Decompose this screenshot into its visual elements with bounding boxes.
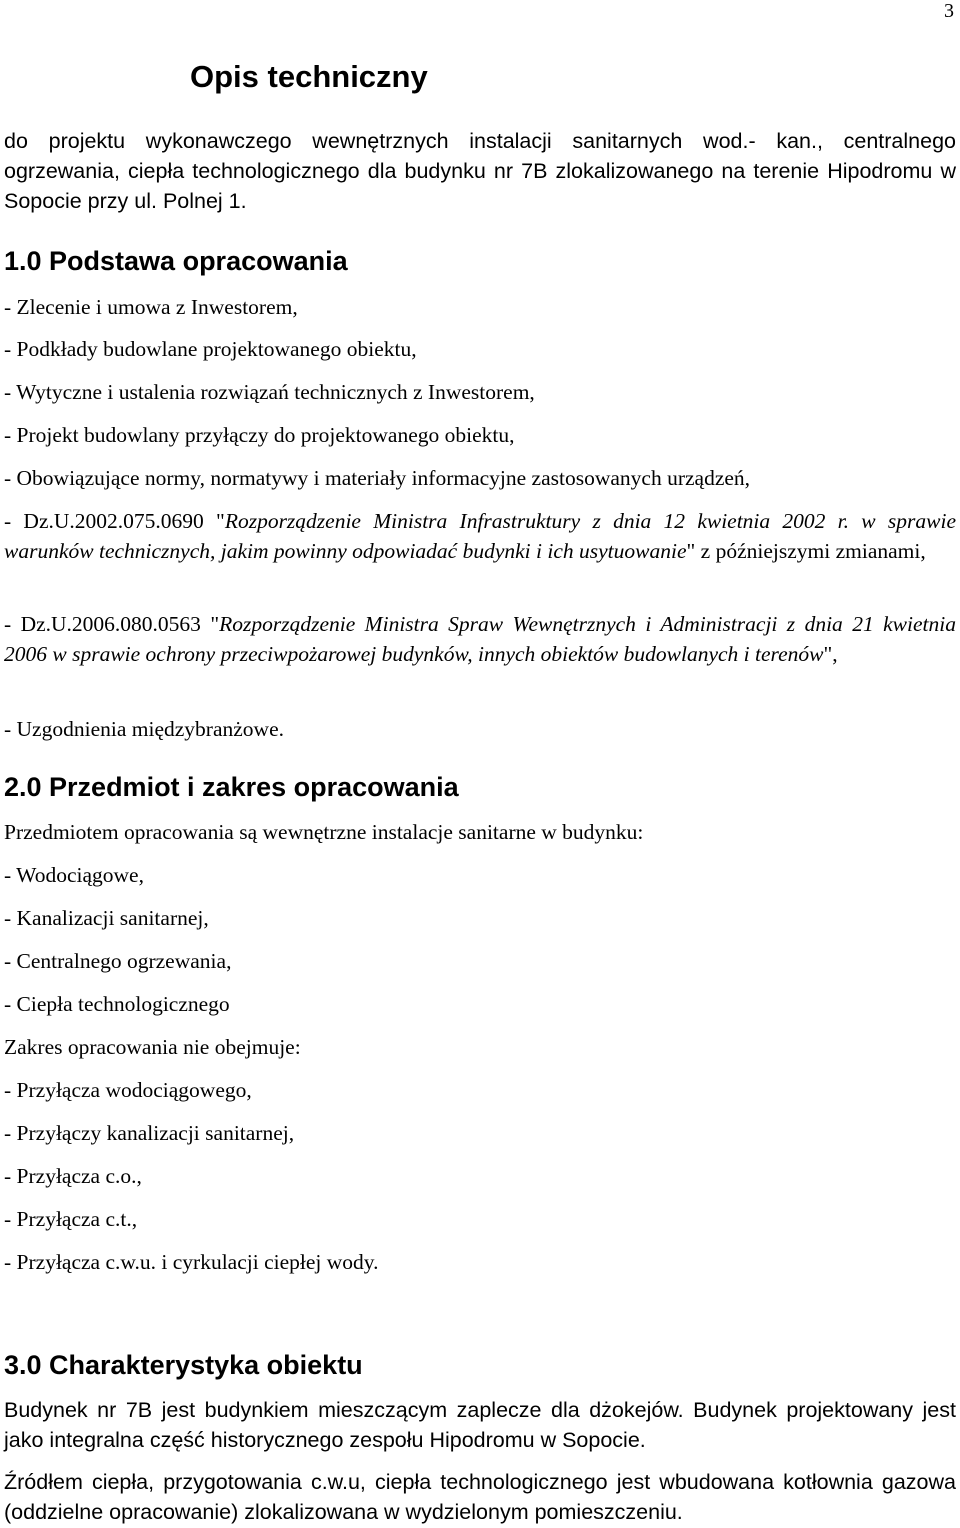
- subject-item: - Ciepła technologicznego: [4, 992, 230, 1016]
- regulation-dz-u-2006: [4, 609, 956, 669]
- scope-item: - Przyłącza c.w.u. i cyrkulacji ciepłej wody.: [4, 1250, 379, 1274]
- document-title: Opis techniczny: [190, 59, 428, 94]
- subject-item: - Kanalizacji sanitarnej,: [4, 906, 209, 930]
- scope-item: - Przyłącza c.t.,: [4, 1207, 138, 1231]
- subject-item: - Centralnego ogrzewania,: [4, 949, 232, 973]
- section-3-heading: 3.0 Charakterystyka obiektu: [4, 1350, 363, 1380]
- basis-item: - Zlecenie i umowa z Inwestorem,: [4, 295, 298, 319]
- regulation-prefix: - Dz.U.2002.075.0690 ": [4, 509, 225, 533]
- regulation-title: Rozporządzenie Ministra Spraw Wewnętrznych i Administracji z dnia 21 kwietnia 2006 w sprawie ochrony przeciwpożarowej budynków, innych obiektów budowlanych i terenów: [4, 612, 956, 666]
- basis-item: - Podkłady budowlane projektowanego obiektu,: [4, 337, 417, 361]
- basis-item: - Obowiązujące normy, normatywy i materiały informacyjne zastosowanych urządzeń,: [4, 466, 751, 490]
- basis-item: - Projekt budowlany przyłączy do projektowanego obiektu,: [4, 423, 515, 447]
- regulation-prefix: - Dz.U.2006.080.0563 ": [4, 612, 220, 636]
- scope-intro: Zakres opracowania nie obejmuje:: [4, 1035, 301, 1059]
- basis-item: - Uzgodnienia międzybranżowe.: [4, 717, 284, 741]
- basis-item: - Wytyczne i ustalenia rozwiązań technicznych z Inwestorem,: [4, 380, 535, 404]
- regulation-dz-u-2002: [4, 506, 956, 566]
- scope-item: - Przyłącza c.o.,: [4, 1164, 142, 1188]
- subject-item: - Wodociągowe,: [4, 863, 144, 887]
- subject-intro: Przedmiotem opracowania są wewnętrzne instalacje sanitarne w budynku:: [4, 820, 644, 844]
- section-1-heading: 1.0 Podstawa opracowania: [4, 246, 348, 276]
- intro-paragraph: do projektu wykonawczego wewnętrznych instalacji sanitarnych wod.- kan., centralnego ogrzewania, ciepła technologicznego dla budynku nr 7B zlokalizowanego na terenie Hipodromu w Sopocie przy ul. Polnej 1.: [4, 129, 956, 213]
- page-number: 3: [944, 0, 954, 22]
- heat-source-description: Źródłem ciepła, przygotowania c.w.u, ciepła technologicznego jest wbudowana kotłownia gazowa (oddzielne opracowanie) zlokalizowana w wydzielonym pomieszczeniu.: [4, 1470, 956, 1524]
- regulation-suffix: ",: [823, 642, 838, 666]
- building-description: Budynek nr 7B jest budynkiem mieszczącym zaplecze dla dżokejów. Budynek projektowany jest jako integralna część historycznego zespołu Hipodromu w Sopocie.: [4, 1398, 956, 1452]
- scope-item: - Przyłączy kanalizacji sanitarnej,: [4, 1121, 295, 1145]
- scope-item: - Przyłącza wodociągowego,: [4, 1078, 252, 1102]
- regulation-suffix: " z późniejszymi zmianami,: [686, 539, 926, 563]
- section-2-heading: 2.0 Przedmiot i zakres opracowania: [4, 772, 459, 802]
- regulation-title: Rozporządzenie Ministra Infrastruktury z dnia 12 kwietnia 2002 r. w sprawie warunków technicznych, jakim powinny odpowiadać budynki i ich usytuowanie: [4, 509, 956, 563]
